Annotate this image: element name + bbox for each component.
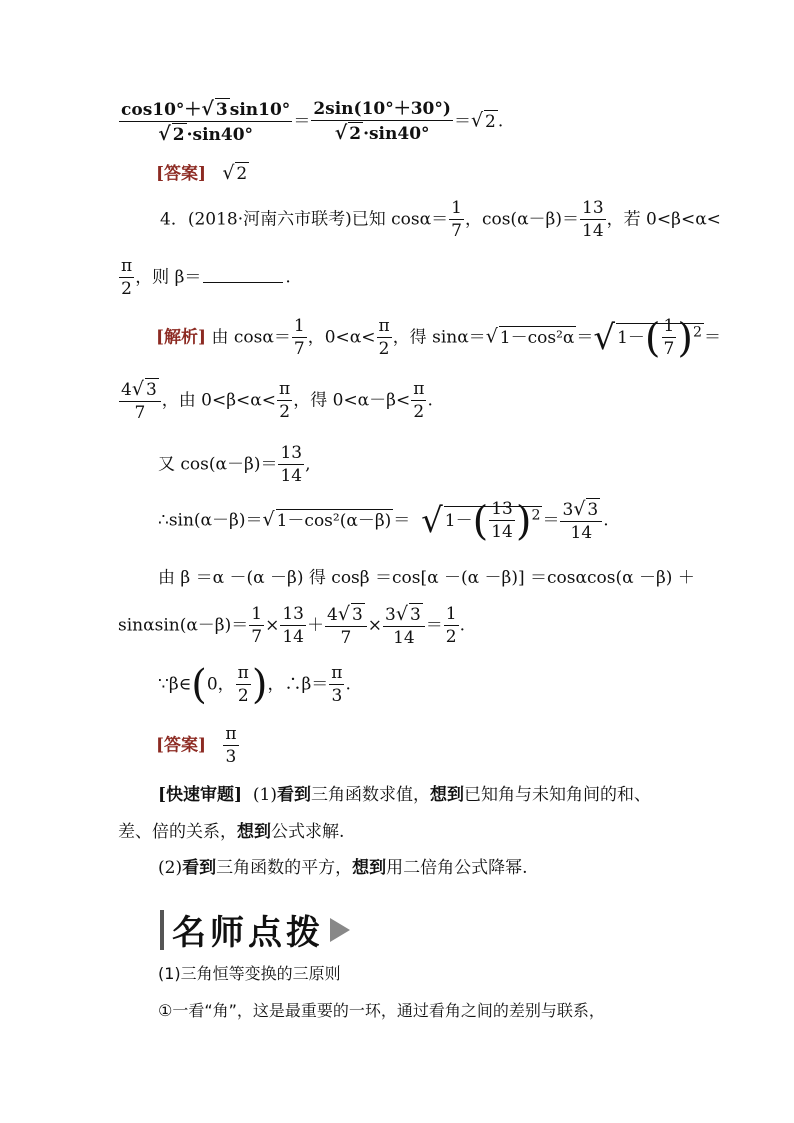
fast-review-line-2: 差、倍的关系，想到公式求解. [118,822,345,842]
fraction-mid: $\frac{2\sin(10^\circ+30^\circ)}{√ 2 \cdot\sin 40^\circ}$ [313,99,451,144]
answer-tag: [答案] [156,735,207,756]
heading-bar [160,910,164,950]
principle-item-1: ①一看“角”，这是最重要的一环，通过看角之间的差别与联系， [158,1001,605,1020]
solution-line-6: sinαsin(α－β)＝ $\frac{1}{7}$ × $\frac{13}{14}$ ＋ $\frac{4√ 3}{7}$ × $\frac{3√ 3}{14}$ ＝ $\frac{1}{2}$ . [118,603,466,648]
solution-line-4: ∴sin(α－β)＝√ 1－cos²(α－β) ＝ √ 1－( $\frac{13}{14}$ )$^2$ ＝ $\frac{3√ 3}{14}$ . [158,498,609,544]
fast-review-line-1: [快速审题] (1)看到三角函数求值，想到已知角与未知角间的和、 [158,785,651,805]
formula-line-1: $\frac{\cos 10^\circ+√ 3 \sin 10^\circ}{√ 2 \cdot\sin 40^\circ}$ ＝ $\frac{2\sin(10^\circ+30^\circ)}{√ 2 \cdot\sin 40^\circ}$ ＝√ 2 . [121,98,504,145]
principle-heading: (1)三角恒等变换的三原则 [158,964,341,983]
question-4-line-1: 4．(2018·河南六市联考)已知 cosα＝ $\frac{1}{7}$ ，cos(α－β)＝ $\frac{13}{14}$ ，若 0<β<α< [160,198,721,241]
solution-line-2: $\frac{4√ 3}{7}$ ，由 0<β<α< $\frac{\pi}{2}$ ，得 0<α－β< $\frac{\pi}{2}$ . [121,378,433,423]
solution-line-7: ∵β∈(0， $\frac{\pi}{2}$ )，∴β＝ $\frac{\pi}{3}$ . [158,662,351,708]
solution-line-3: 又 cos(α－β)＝ $\frac{13}{14}$ , [158,443,311,486]
play-triangle-icon [330,918,350,942]
solution-line-5: 由 β ＝α －(α －β) 得 cosβ ＝cos[α －(α －β)] ＝cosαcos(α －β) ＋ [158,568,695,588]
analysis-tag: [解析] [156,327,207,348]
section-heading [160,905,350,954]
answer-2: [答案] $\frac{\pi}{3}$ [156,724,237,767]
fraction-lhs: $\frac{\cos 10^\circ+√ 3 \sin 10^\circ}{√ 2 \cdot\sin 40^\circ}$ [121,98,291,145]
fast-review-line-3: (2)看到三角函数的平方，想到用二倍角公式降幂. [158,858,528,878]
answer-tag: [答案] [156,164,207,184]
solution-line-1: [解析] 由 cosα＝ $\frac{1}{7}$ ，0<α< $\frac{\pi}{2}$ ，得 sinα＝√ 1－cos²α ＝√ 1－( $\frac{1}{7}$ )$^2$ ＝ [156,315,721,361]
question-4-line-2: $\frac{\pi}{2}$ ，则 β＝ . [121,256,291,299]
section-title: 名师点拨 [172,913,324,953]
answer-blank [203,282,283,283]
answer-1: [答案] √ 2 [156,162,248,184]
